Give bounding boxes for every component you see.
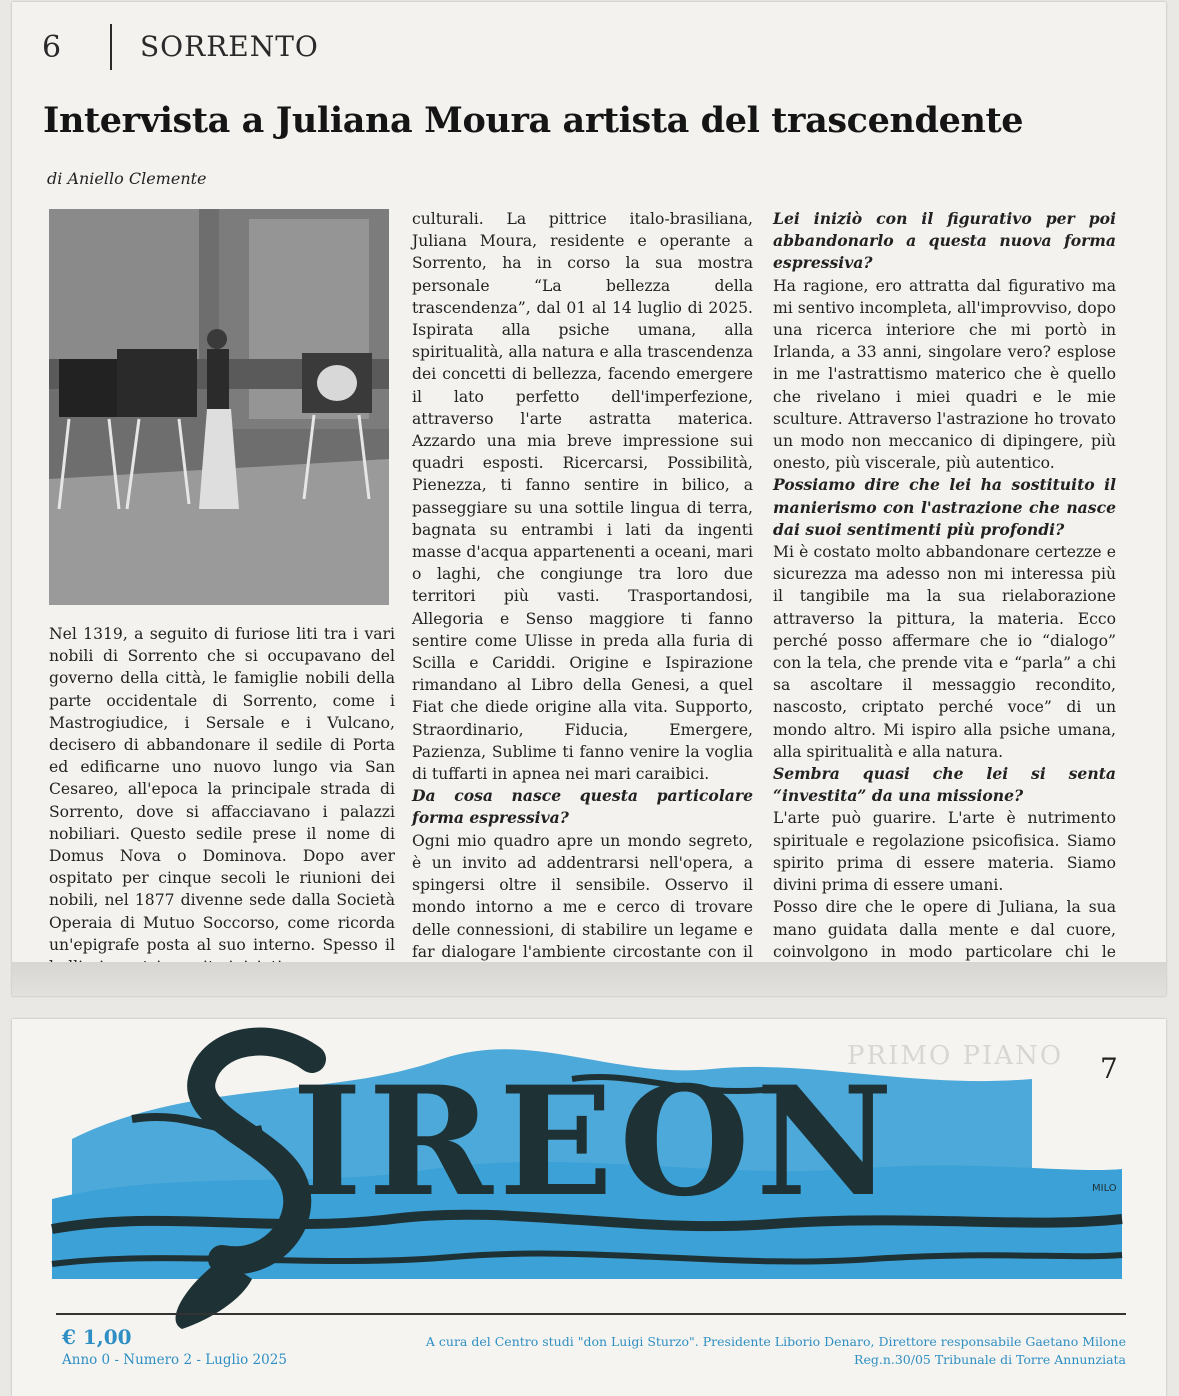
question-1: Da cosa nasce questa particolare forma espressiva? — [412, 786, 753, 828]
col2-paragraph-2: Ogni mio quadro apre un mondo segreto, è un invito ad addentrarsi nell'opera, a spingersi oltre il sensibile. Osservo il mondo intorno a me e cerco di trovare delle connessioni, di stabilire un legame e far dialogare l'ambiente circostante con il — [412, 831, 753, 961]
newspaper-page-6 — [12, 2, 1166, 996]
col3-paragraph-1: Ha ragione, ero attratta dal figurativo ma mi sentivo incompleta, all'improvviso, dopo una ricerca interiore che mi portò in Irlanda, a 33 anni, singolare vero? esplose in me l'astrattismo materico che è quello che rivelano i miei quadri e le mie sculture. Attraverso l'astrazione ho trovato un modo non meccanico di dipingere, più onesto, più viscerale, più autentico. — [773, 276, 1116, 473]
column-2 — [412, 208, 753, 985]
price-label: € 1,00 — [62, 1325, 132, 1349]
page-number: 6 — [42, 30, 62, 65]
col3-paragraph-4: Posso dire che le opere di Juliana, la sua mano guidata dalla mente e dal cuore, coinvolgono in modo particolare chi le — [773, 898, 1116, 961]
logo-signature: MILO — [1092, 1183, 1117, 1194]
sireon-logo — [12, 1019, 1166, 1329]
credits-block — [426, 1333, 1126, 1369]
ghost-section-title: PRIMO PIANO — [847, 1041, 1064, 1071]
issue-label: Anno 0 - Numero 2 - Luglio 2025 — [62, 1352, 287, 1368]
exhibition-photo — [49, 209, 389, 605]
col1-paragraph: Nel 1319, a seguito di furiose liti tra i vari nobili di Sorrento che si occupavano del governo della città, le famiglie nobili della parte occidentale di Sorrento, come i Mastrogiudice, i Sersale e i Vulcano, decisero di abbandonare il sedile di Porta ed edificarne uno nuovo lungo via San Cesareo, all'epoca la principale strada di Sorrento, dove si affacciavano i palazzi nobiliari. Questo sedile prese il nome di Domus Nova o Dominova. Dopo aver ospitato per cinque secoli le riunioni dei nobili, nel 1877 divenne sede dalla Società Operaia di Mutuo Soccorso, come ricorda un'epigrafe posta al suo interno. Spesso il — [49, 625, 395, 954]
col3-paragraph-3: L'arte può guarire. L'arte è nutrimento spirituale e regolazione psicofisica. Siamo spirito prima di essere materia. Siamo divini prima di essere umani. — [773, 809, 1116, 895]
masthead-rule — [56, 1313, 1126, 1315]
section-title: SORRENTO — [140, 30, 319, 63]
credits-line-1: A cura del Centro studi "don Luigi Sturzo". Presidente Liborio Denaro, Direttore responsabile Gaetano Milone — [425, 1334, 1126, 1349]
column-3 — [773, 208, 1116, 985]
credits-line-2: Reg.n.30/05 Tribunale di Torre Annunziata — [854, 1352, 1126, 1367]
logo-wordmark: IREON — [292, 1054, 899, 1230]
question-4: Sembra quasi che lei si senta “investita” da una missione? — [773, 764, 1116, 806]
header-divider — [110, 24, 112, 70]
article-headline: Intervista a Juliana Moura artista del trascendente — [43, 100, 1024, 141]
page-edge-bleed — [12, 962, 1166, 996]
question-3: Possiamo dire che lei ha sostituito il manierismo con l'astrazione che nasce dai suoi sentimenti più profondi? — [773, 475, 1116, 539]
col2-paragraph-1: culturali. La pittrice italo-brasiliana, Juliana Moura, residente e operante a Sorrento, ha in corso la sua mostra personale “La bellezza della trascendenza”, dal 01 al 14 luglio di 2025. Ispirata alla psiche umana, alla spiritualità, alla natura e alla trascendenza dei concetti di bellezza, facendo emergere il lato perfetto dell'imperfezione, attraverso l'arte astratta materica. Azzardo una mia breve impressione sui quadri esposti. Ricercarsi, Possibilità, Pienezza, ti fanno sentire in bilico, a passeggiare su una sottile lingua di terra, bagnata su entrambi i lati da ingenti masse d'acqua appartenenti a oceani, mari o laghi, che congiunge tra loro due territori più vasti. Trasportandosi, Allegoria e Senso maggiore ti fanno sentire come Ulisse in preda alla furia di Scilla e Cariddi. Origine e Ispirazione rimandano al Libro della Genesi, a quel Fiat che diede origine alla vita. Supporto, Straordinario, Fiducia, Emergere, Pazienza, Sublime ti fanno venire la voglia di tuffarti in apnea nei mari caraibici. — [412, 210, 753, 784]
question-2: Lei iniziò con il figurativo per poi abbandonarlo a questa nuova forma espressiva? — [773, 209, 1116, 273]
page-number-7: 7 — [1100, 1052, 1118, 1085]
newspaper-masthead-page — [12, 1019, 1166, 1396]
col3-paragraph-2: Mi è costato molto abbandonare certezze e sicurezza ma adesso non mi interessa più il tangibile ma la sua rielaborazione attraverso la pittura, la materia. Ecco perché posso affermare che io “dialogo” con la tela, che prende vita e “parla” a chi sa ascoltare il messaggio recondito, nascosto, criptato perché voce” di un mondo altro. Mi ispiro alla psiche umana, alla spiritualità e alla natura. — [773, 543, 1116, 761]
article-byline: di Aniello Clemente — [47, 169, 207, 188]
sireon-wave-logo — [12, 1019, 1166, 1329]
article-photo — [49, 209, 389, 605]
column-1 — [49, 623, 395, 978]
